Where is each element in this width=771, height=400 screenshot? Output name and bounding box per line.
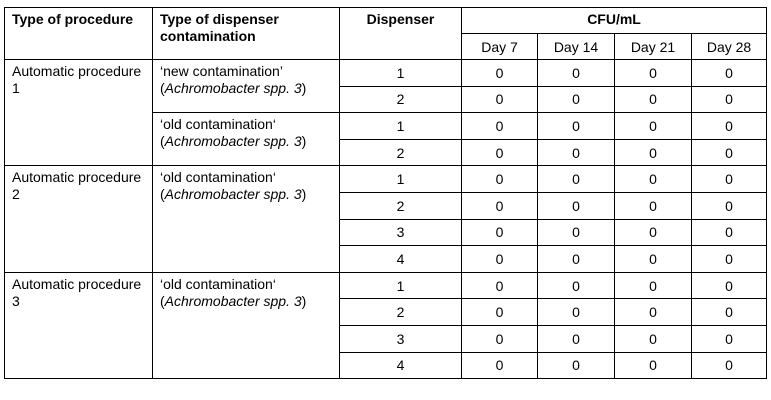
cfu-value-cell: 0: [692, 113, 767, 140]
paren-open: (: [160, 292, 165, 309]
cfu-value-cell: 0: [692, 272, 767, 299]
header-day-21: Day 21: [615, 34, 692, 60]
cfu-value-cell: 0: [538, 86, 615, 113]
species-name: Achromobacter spp. 3: [164, 292, 302, 309]
paren-open: (: [160, 133, 165, 150]
cfu-value-cell: 0: [462, 166, 538, 193]
cfu-value-cell: 0: [462, 352, 538, 379]
cfu-value-cell: 0: [462, 60, 538, 87]
dispenser-cell: 1: [340, 166, 462, 193]
dispenser-cell: 1: [340, 113, 462, 140]
header-day-7: Day 7: [462, 34, 538, 60]
table-row: [5, 272, 767, 299]
dispenser-cell: 1: [340, 272, 462, 299]
header-contamination: Type of dispenser contamination: [153, 8, 340, 60]
dispenser-cell: 1: [340, 60, 462, 87]
cfu-value-cell: 0: [615, 272, 692, 299]
dispenser-cell: 2: [340, 299, 462, 326]
table-body: [5, 60, 767, 379]
paren-close: ): [301, 292, 307, 309]
cfu-value-cell: 0: [692, 219, 767, 246]
cfu-value-cell: 0: [538, 325, 615, 352]
cfu-value-cell: 0: [615, 299, 692, 326]
cfu-value-cell: 0: [692, 352, 767, 379]
cfu-value-cell: 0: [692, 192, 767, 219]
dispenser-cell: 3: [340, 325, 462, 352]
contamination-type: ‘old contamination‘: [160, 169, 276, 186]
procedure-cell: Automatic procedure 3: [5, 272, 153, 378]
cfu-value-cell: 0: [615, 325, 692, 352]
cfu-value-cell: 0: [615, 139, 692, 166]
header-dispenser: Dispenser: [340, 8, 462, 60]
dispenser-cell: 2: [340, 86, 462, 113]
cfu-value-cell: 0: [615, 86, 692, 113]
cfu-value-cell: 0: [462, 299, 538, 326]
cfu-value-cell: 0: [692, 246, 767, 273]
cfu-value-cell: 0: [615, 166, 692, 193]
cfu-value-cell: 0: [615, 219, 692, 246]
cfu-value-cell: 0: [538, 219, 615, 246]
paren-close: ): [301, 186, 307, 203]
header-cfu: CFU/mL: [462, 8, 767, 34]
dispenser-cell: 4: [340, 246, 462, 273]
cfu-value-cell: 0: [538, 113, 615, 140]
cfu-value-cell: 0: [462, 219, 538, 246]
cfu-value-cell: 0: [538, 139, 615, 166]
cfu-value-cell: 0: [462, 113, 538, 140]
contamination-cell: [153, 113, 340, 166]
header-day-28: Day 28: [692, 34, 767, 60]
dispenser-cell: 4: [340, 352, 462, 379]
cfu-value-cell: 0: [538, 192, 615, 219]
species-name: Achromobacter spp. 3: [164, 186, 302, 203]
cfu-value-cell: 0: [692, 166, 767, 193]
header-procedure: Type of procedure: [5, 8, 153, 60]
contamination-cell: [153, 166, 340, 272]
dispenser-cell: 2: [340, 192, 462, 219]
cfu-value-cell: 0: [692, 86, 767, 113]
contamination-cell: [153, 60, 340, 113]
cfu-value-cell: 0: [462, 86, 538, 113]
paren-open: (: [160, 80, 165, 96]
paren-close: ): [301, 80, 307, 96]
procedure-cell: Automatic procedure 1: [5, 60, 153, 166]
cfu-value-cell: 0: [462, 246, 538, 273]
paren-open: (: [160, 186, 165, 203]
contamination-type: ‘old contamination‘: [160, 275, 276, 292]
cfu-value-cell: 0: [692, 299, 767, 326]
cfu-value-cell: 0: [692, 325, 767, 352]
cfu-value-cell: 0: [538, 166, 615, 193]
cfu-value-cell: 0: [538, 299, 615, 326]
dispenser-cell: 2: [340, 139, 462, 166]
cfu-value-cell: 0: [615, 192, 692, 219]
cfu-value-cell: 0: [692, 60, 767, 87]
paren-close: ): [301, 133, 307, 150]
cfu-value-cell: 0: [462, 325, 538, 352]
contamination-cell: [153, 272, 340, 378]
cfu-value-cell: 0: [615, 352, 692, 379]
table-row: [5, 166, 767, 193]
species-name: Achromobacter spp. 3: [164, 133, 302, 150]
cfu-value-cell: 0: [462, 192, 538, 219]
cfu-value-cell: 0: [538, 352, 615, 379]
contamination-type: ‘new contamination’: [160, 63, 283, 79]
header-day-14: Day 14: [538, 34, 615, 60]
cfu-value-cell: 0: [462, 272, 538, 299]
dispenser-cell: 3: [340, 219, 462, 246]
cfu-value-cell: 0: [692, 139, 767, 166]
cfu-value-cell: 0: [615, 60, 692, 87]
table-row: [5, 60, 767, 87]
cfu-value-cell: 0: [462, 139, 538, 166]
cfu-value-cell: 0: [538, 60, 615, 87]
cfu-value-cell: 0: [538, 246, 615, 273]
cfu-value-cell: 0: [615, 246, 692, 273]
cfu-value-cell: 0: [615, 113, 692, 140]
procedure-cell: Automatic procedure 2: [5, 166, 153, 272]
cfu-results-table: [4, 7, 767, 379]
cfu-value-cell: 0: [538, 272, 615, 299]
species-name: Achromobacter spp. 3: [164, 80, 302, 96]
contamination-type: ‘old contamination‘: [160, 116, 276, 133]
